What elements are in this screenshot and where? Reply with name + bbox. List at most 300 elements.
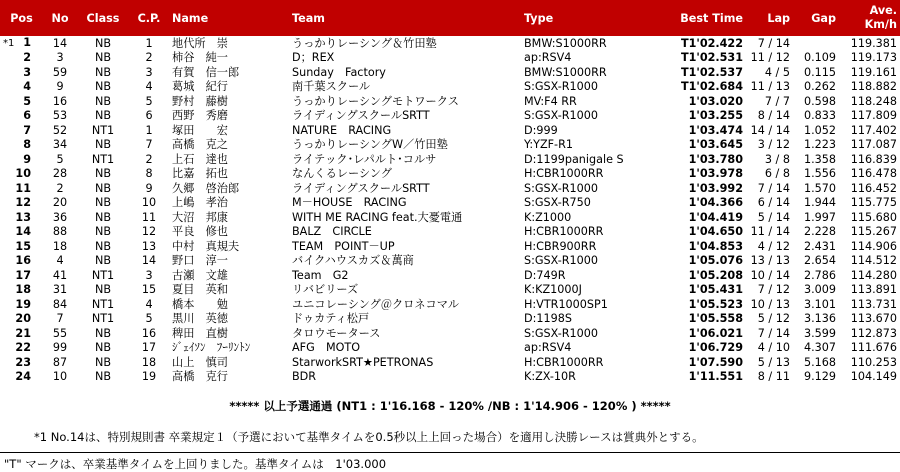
cell-pos xyxy=(0,327,43,342)
cell-best: 1'06.021 xyxy=(688,326,743,340)
cell-team: ライディングスクールSRTT xyxy=(292,109,430,123)
header-ave-line1: Ave. xyxy=(869,4,897,17)
cell-cls: NB xyxy=(94,341,112,355)
cell-cp: 16 xyxy=(141,326,157,340)
table-row xyxy=(0,138,900,153)
cell-pos-value: 12 xyxy=(15,196,31,210)
cell-gap: 1.052 xyxy=(803,123,836,137)
cell-ave: 115.775 xyxy=(850,196,897,210)
cell-name: 塚田 宏 xyxy=(172,123,228,137)
cell-gap: 1.570 xyxy=(803,181,836,195)
cell-name: 比嘉 拓也 xyxy=(172,167,228,181)
cell-no: 31 xyxy=(52,283,68,297)
cell-name: 大沼 邦康 xyxy=(172,210,228,224)
cell-lap: 7 / 14 xyxy=(757,181,790,195)
cell-type: K:KZ1000J xyxy=(524,283,582,297)
cell-lap: 8 / 11 xyxy=(757,370,790,384)
cell-pos xyxy=(0,269,43,284)
cell-lap: 5 / 13 xyxy=(757,355,790,369)
cell-cls: NB xyxy=(94,196,112,210)
table-row xyxy=(0,66,900,81)
cell-gap: 5.168 xyxy=(803,355,836,369)
cell-ave: 119.381 xyxy=(850,36,897,50)
cell-best: 1'03.645 xyxy=(688,138,743,152)
cell-cp: 12 xyxy=(141,225,157,239)
cell-pos-value: 21 xyxy=(15,326,31,340)
qualifying-pass-line: ***** 以上予選通過 (NT1 : 1'16.168 - 120% /NB : 1'14.906 - 120% ) ***** xyxy=(229,399,671,413)
cell-gap: 1.997 xyxy=(803,210,836,224)
cell-pos xyxy=(0,95,43,110)
cell-team: BDR xyxy=(292,370,317,384)
cell-no: 41 xyxy=(52,268,68,282)
cell-no: 34 xyxy=(52,138,68,152)
cell-name: 有賀 信一郎 xyxy=(172,65,240,79)
cell-pos xyxy=(0,254,43,269)
cell-pos xyxy=(0,298,43,313)
cell-name: 稗田 直樹 xyxy=(172,326,228,340)
cell-lap: 7 / 14 xyxy=(757,326,790,340)
cell-team: ライディングスクールSRTT xyxy=(292,181,430,195)
cell-team: タロウモータース xyxy=(292,326,381,340)
cell-no: 87 xyxy=(52,355,68,369)
cell-no: 20 xyxy=(52,196,68,210)
cell-team: StarworkSRT★PETRONAS xyxy=(292,355,434,369)
cell-lap: 10 / 13 xyxy=(750,297,790,311)
cell-pos-value: 17 xyxy=(15,268,31,282)
cell-lap: 14 / 14 xyxy=(750,123,790,137)
divider xyxy=(0,452,900,453)
cell-cls: NB xyxy=(94,326,112,340)
header-gap: Gap xyxy=(793,0,839,36)
cell-cp: 3 xyxy=(145,268,153,282)
cell-lap: 4 / 10 xyxy=(757,341,790,355)
cell-type: D:999 xyxy=(524,123,558,137)
cell-gap: 2.228 xyxy=(803,225,836,239)
cell-lap: 7 / 14 xyxy=(757,36,790,50)
cell-name: 高橋 克行 xyxy=(172,370,228,384)
cell-name: ｼﾞｪｲｿﾝ ﾌｰﾘﾝﾄﾝ xyxy=(172,341,251,355)
cell-cls: NB xyxy=(94,80,112,94)
cell-gap: 1.944 xyxy=(803,196,836,210)
cell-pos xyxy=(0,138,43,153)
cell-pos-value: 20 xyxy=(15,312,31,326)
header-row xyxy=(0,0,900,36)
cell-ave: 113.731 xyxy=(850,297,897,311)
cell-no: 36 xyxy=(52,210,68,224)
cell-cp: 3 xyxy=(145,65,153,79)
cell-gap: 3.101 xyxy=(803,297,836,311)
cell-type: D:1198S xyxy=(524,312,572,326)
cell-cls: NB xyxy=(94,181,112,195)
cell-cp: 15 xyxy=(141,283,157,297)
cell-name: 高橋 克之 xyxy=(172,138,228,152)
table-row xyxy=(0,211,900,226)
header-lap: Lap xyxy=(746,0,793,36)
cell-gap: 0.262 xyxy=(803,80,836,94)
cell-team: うっかりレーシング＆竹田塾 xyxy=(292,36,437,50)
cell-no: 2 xyxy=(56,181,64,195)
cell-ave: 116.452 xyxy=(850,181,897,195)
cell-team: リバビリーズ xyxy=(292,283,359,297)
cell-team: なんくるレーシング xyxy=(292,167,392,181)
cell-ave: 114.512 xyxy=(850,254,897,268)
cell-pos xyxy=(0,109,43,124)
cell-pos-value: 7 xyxy=(23,123,31,137)
cell-cp: 13 xyxy=(141,239,157,253)
cell-best: 1'05.558 xyxy=(688,312,743,326)
cell-gap: 0.115 xyxy=(803,65,836,79)
table-row xyxy=(0,80,900,95)
cell-lap: 10 / 14 xyxy=(750,268,790,282)
cell-cp: 7 xyxy=(145,138,153,152)
cell-lap: 6 / 8 xyxy=(764,167,790,181)
cell-best: 1'04.650 xyxy=(688,225,743,239)
cell-ave: 119.161 xyxy=(850,65,897,79)
table-row xyxy=(0,269,900,284)
cell-no: 99 xyxy=(52,341,68,355)
header-class: Class xyxy=(77,0,129,36)
header-best-time: Best Time xyxy=(649,0,746,36)
header-ave xyxy=(839,0,900,36)
cell-type: S:GSX-R1000 xyxy=(524,181,599,195)
cell-pos-value: 5 xyxy=(23,94,31,108)
cell-no: 55 xyxy=(52,326,68,340)
cell-pos-value: 6 xyxy=(23,109,31,123)
cell-pos xyxy=(0,225,43,240)
cell-cp: 1 xyxy=(145,123,153,137)
table-row xyxy=(0,327,900,342)
cell-best: T1'02.684 xyxy=(680,80,743,94)
cell-type: H:CBR1000RR xyxy=(524,167,604,181)
cell-lap: 4 / 12 xyxy=(757,239,790,253)
header-no: No xyxy=(43,0,77,36)
cell-lap: 7 / 12 xyxy=(757,283,790,297)
cell-team: ドゥカティ松戸 xyxy=(292,312,370,326)
cell-cp: 1 xyxy=(145,36,153,50)
cell-name: 夏目 英和 xyxy=(172,283,228,297)
cell-team: Sunday Factory xyxy=(292,65,386,79)
cell-no: 84 xyxy=(52,297,68,311)
cell-type: ap:RSV4 xyxy=(524,341,572,355)
table-row xyxy=(0,124,900,139)
cell-lap: 11 / 12 xyxy=(750,51,790,65)
cell-gap: 9.129 xyxy=(803,370,836,384)
cell-ave: 117.402 xyxy=(850,123,897,137)
cell-cp: 6 xyxy=(145,109,153,123)
cell-pos xyxy=(0,182,43,197)
cell-cls: NB xyxy=(94,355,112,369)
cell-type: H:CBR900RR xyxy=(524,239,597,253)
cell-pos-value: 1 xyxy=(23,36,31,49)
cell-team: D；REX xyxy=(292,51,335,65)
cell-gap: 2.786 xyxy=(803,268,836,282)
cell-cp: 4 xyxy=(145,80,153,94)
cell-type: S:GSX-R1000 xyxy=(524,80,599,94)
cell-name: 葛城 紀行 xyxy=(172,80,228,94)
header-pos: Pos xyxy=(0,0,43,36)
cell-pos-value: 11 xyxy=(15,181,31,195)
cell-team: AFG MOTO xyxy=(292,341,361,355)
cell-ave: 114.906 xyxy=(850,239,897,253)
table-row xyxy=(0,341,900,356)
cell-lap: 4 / 5 xyxy=(764,65,790,79)
cell-gap: 4.307 xyxy=(803,341,836,355)
cell-pos-value: 22 xyxy=(15,341,31,355)
cell-ave: 117.809 xyxy=(850,109,897,123)
cell-cls: NB xyxy=(94,283,112,297)
cell-best: 1'04.366 xyxy=(688,196,743,210)
cell-team: うっかりレーシングモトワークス xyxy=(292,94,459,108)
cell-no: 3 xyxy=(56,51,64,65)
cell-ave: 114.280 xyxy=(850,268,897,282)
footnote-t-mark: "T" マークは、卒業基準タイムを上回りました。基準タイムは 1'03.000 xyxy=(4,457,387,471)
cell-note-mark: *1 xyxy=(3,38,15,49)
cell-pos xyxy=(0,196,43,211)
cell-team: WITH ME RACING feat.大憂電通 xyxy=(292,210,463,224)
cell-ave: 115.680 xyxy=(850,210,897,224)
cell-cls: NT1 xyxy=(91,123,115,137)
cell-no: 28 xyxy=(52,167,68,181)
cell-pos-value: 23 xyxy=(15,355,31,369)
cell-pos-value: 13 xyxy=(15,210,31,224)
table-row xyxy=(0,36,900,51)
cell-no: 7 xyxy=(56,312,64,326)
cell-pos xyxy=(0,36,43,51)
cell-lap: 11 / 13 xyxy=(750,80,790,94)
cell-pos xyxy=(0,80,43,95)
cell-type: S:GSX-R750 xyxy=(524,196,591,210)
cell-cls: NT1 xyxy=(91,268,115,282)
cell-pos-value: 3 xyxy=(23,65,31,79)
cell-ave: 110.253 xyxy=(850,355,897,369)
cell-type: D:1199panigale S xyxy=(524,152,624,166)
results-body xyxy=(0,36,900,385)
cell-name: 上嶋 孝治 xyxy=(172,196,228,210)
cell-cls: NB xyxy=(94,239,112,253)
cell-ave: 104.149 xyxy=(850,370,897,384)
table-row xyxy=(0,109,900,124)
cell-no: 52 xyxy=(52,123,68,137)
cell-ave: 115.267 xyxy=(850,225,897,239)
cell-ave: 118.248 xyxy=(850,94,897,108)
cell-best: 1'07.590 xyxy=(688,355,743,369)
cell-best: 1'03.474 xyxy=(688,123,743,137)
table-row xyxy=(0,298,900,313)
cell-pos-value: 14 xyxy=(15,225,31,239)
cell-no: 4 xyxy=(56,254,64,268)
cell-ave: 111.676 xyxy=(850,341,897,355)
cell-gap: 1.223 xyxy=(803,138,836,152)
cell-cp: 11 xyxy=(141,210,157,224)
cell-name: 柿谷 純一 xyxy=(172,51,228,65)
cell-cp: 10 xyxy=(141,196,157,210)
cell-pos xyxy=(0,312,43,327)
cell-no: 18 xyxy=(52,239,68,253)
cell-pos-value: 15 xyxy=(15,239,31,253)
cell-best: 1'04.419 xyxy=(688,210,743,224)
cell-name: 地代所 崇 xyxy=(172,36,228,50)
cell-no: 14 xyxy=(52,36,68,50)
cell-name: 古瀬 文雄 xyxy=(172,268,228,282)
cell-cp: 4 xyxy=(145,297,153,311)
cell-lap: 7 / 7 xyxy=(764,94,790,108)
cell-cp: 8 xyxy=(145,167,153,181)
cell-best: 1'05.523 xyxy=(688,297,743,311)
cell-best: 1'03.780 xyxy=(688,152,743,166)
cell-pos xyxy=(0,370,43,385)
cell-ave: 117.087 xyxy=(850,138,897,152)
cell-type: H:CBR1000RR xyxy=(524,225,604,239)
table-row xyxy=(0,51,900,66)
header-ave-line2: Km/h xyxy=(864,18,897,31)
cell-gap: 1.358 xyxy=(803,152,836,166)
cell-cp: 2 xyxy=(145,152,153,166)
cell-name: 野村 藤樹 xyxy=(172,94,228,108)
cell-best: 1'03.020 xyxy=(688,94,743,108)
header-cp: C.P. xyxy=(129,0,169,36)
cell-lap: 5 / 12 xyxy=(757,312,790,326)
cell-type: K:ZX-10R xyxy=(524,370,576,384)
cell-cls: NB xyxy=(94,370,112,384)
cell-pos-value: 9 xyxy=(23,152,31,166)
cell-gap: 0.109 xyxy=(803,51,836,65)
cell-name: 野口 淳一 xyxy=(172,254,228,268)
cell-gap: 0.833 xyxy=(803,109,836,123)
cell-best: 1'05.076 xyxy=(688,254,743,268)
cell-pos-value: 18 xyxy=(15,283,31,297)
cell-type: BMW:S1000RR xyxy=(524,36,607,50)
cell-lap: 5 / 14 xyxy=(757,210,790,224)
cell-cls: NB xyxy=(94,109,112,123)
table-row xyxy=(0,95,900,110)
cell-type: BMW:S1000RR xyxy=(524,65,607,79)
cell-name: 黒川 英徳 xyxy=(172,312,228,326)
cell-cls: NB xyxy=(94,225,112,239)
cell-gap: 1.556 xyxy=(803,167,836,181)
cell-cls: NB xyxy=(94,51,112,65)
cell-best: T1'02.531 xyxy=(680,51,743,65)
footnote-special-rule: *1 No.14は、特別規則書 卒業規定１（予選において基準タイムを0.5秒以上上回った場合）を適用し決勝レースは賞典外とする。 xyxy=(34,430,704,444)
cell-type: Y:YZF-R1 xyxy=(524,138,573,152)
cell-cls: NB xyxy=(94,167,112,181)
cell-type: K:Z1000 xyxy=(524,210,572,224)
cell-no: 88 xyxy=(52,225,68,239)
cell-pos-value: 4 xyxy=(23,80,31,94)
cell-type: H:CBR1000RR xyxy=(524,355,604,369)
cell-ave: 116.478 xyxy=(850,167,897,181)
cell-best: 1'11.551 xyxy=(688,370,743,384)
cell-team: BALZ CIRCLE xyxy=(292,225,372,239)
cell-ave: 118.882 xyxy=(850,80,897,94)
table-row xyxy=(0,312,900,327)
cell-pos xyxy=(0,356,43,371)
cell-pos xyxy=(0,51,43,66)
cell-pos xyxy=(0,66,43,81)
cell-best: 1'06.729 xyxy=(688,341,743,355)
cell-pos-value: 19 xyxy=(15,297,31,311)
cell-best: T1'02.537 xyxy=(680,65,743,79)
header-team: Team xyxy=(289,0,521,36)
cell-ave: 113.891 xyxy=(850,283,897,297)
cell-gap: 2.431 xyxy=(803,239,836,253)
cell-team: バイクハウスカズ＆萬商 xyxy=(292,254,414,268)
cell-name: 橋本 勉 xyxy=(172,297,228,311)
cell-no: 5 xyxy=(56,152,64,166)
cell-pos xyxy=(0,124,43,139)
cell-pos-value: 16 xyxy=(15,254,31,268)
cell-type: ap:RSV4 xyxy=(524,51,572,65)
cell-type: H:VTR1000SP1 xyxy=(524,297,608,311)
cell-pos xyxy=(0,240,43,255)
cell-lap: 8 / 14 xyxy=(757,109,790,123)
cell-cls: NB xyxy=(94,65,112,79)
cell-ave: 119.173 xyxy=(850,51,897,65)
cell-type: D:749R xyxy=(524,268,566,282)
cell-no: 16 xyxy=(52,94,68,108)
cell-team: ユニコレーシング＠クロネコマル xyxy=(292,297,460,311)
cell-pos xyxy=(0,341,43,356)
cell-pos xyxy=(0,283,43,298)
cell-cp: 17 xyxy=(141,341,157,355)
cell-cls: NB xyxy=(94,254,112,268)
cell-team: M－HOUSE RACING xyxy=(292,196,407,210)
cell-cp: 18 xyxy=(141,355,157,369)
cell-best: 1'03.978 xyxy=(688,167,743,181)
table-row xyxy=(0,196,900,211)
cell-best: 1'05.431 xyxy=(688,283,743,297)
cell-name: 久郷 啓治郎 xyxy=(172,181,240,195)
cell-team: うっかりレーシングW／竹田塾 xyxy=(292,138,448,152)
header-type: Type xyxy=(521,0,649,36)
cell-name: 西野 秀磨 xyxy=(172,109,228,123)
cell-type: S:GSX-R1000 xyxy=(524,326,599,340)
cell-pos xyxy=(0,167,43,182)
cell-ave: 116.839 xyxy=(850,152,897,166)
cell-pos xyxy=(0,211,43,226)
table-row xyxy=(0,240,900,255)
cell-no: 53 xyxy=(52,109,68,123)
cell-gap: 3.136 xyxy=(803,312,836,326)
cell-cls: NB xyxy=(94,138,112,152)
cell-cls: NB xyxy=(94,36,112,50)
cell-pos-value: 10 xyxy=(15,167,31,181)
cell-lap: 3 / 8 xyxy=(764,152,790,166)
cell-type: S:GSX-R1000 xyxy=(524,254,599,268)
cell-name: 平良 修也 xyxy=(172,225,228,239)
table-row xyxy=(0,182,900,197)
table-row xyxy=(0,370,900,385)
cell-pos-value: 24 xyxy=(15,370,31,384)
cell-type: S:GSX-R1000 xyxy=(524,109,599,123)
cell-gap: 0.598 xyxy=(803,94,836,108)
cell-cp: 5 xyxy=(145,94,153,108)
cell-cp: 9 xyxy=(145,181,153,195)
cell-best: T1'02.422 xyxy=(680,36,743,50)
cell-type: MV:F4 RR xyxy=(524,94,577,108)
cell-cls: NT1 xyxy=(91,152,115,166)
table-row xyxy=(0,167,900,182)
cell-team: 南千葉スクール xyxy=(292,80,371,94)
cell-cls: NT1 xyxy=(91,297,115,311)
cell-best: 1'03.255 xyxy=(688,109,743,123)
cell-pos xyxy=(0,153,43,168)
cell-ave: 113.670 xyxy=(850,312,897,326)
cell-best: 1'03.992 xyxy=(688,181,743,195)
cell-lap: 11 / 14 xyxy=(750,225,790,239)
cell-no: 10 xyxy=(52,370,68,384)
cell-pos-value: 2 xyxy=(23,51,31,65)
cell-cls: NB xyxy=(94,94,112,108)
